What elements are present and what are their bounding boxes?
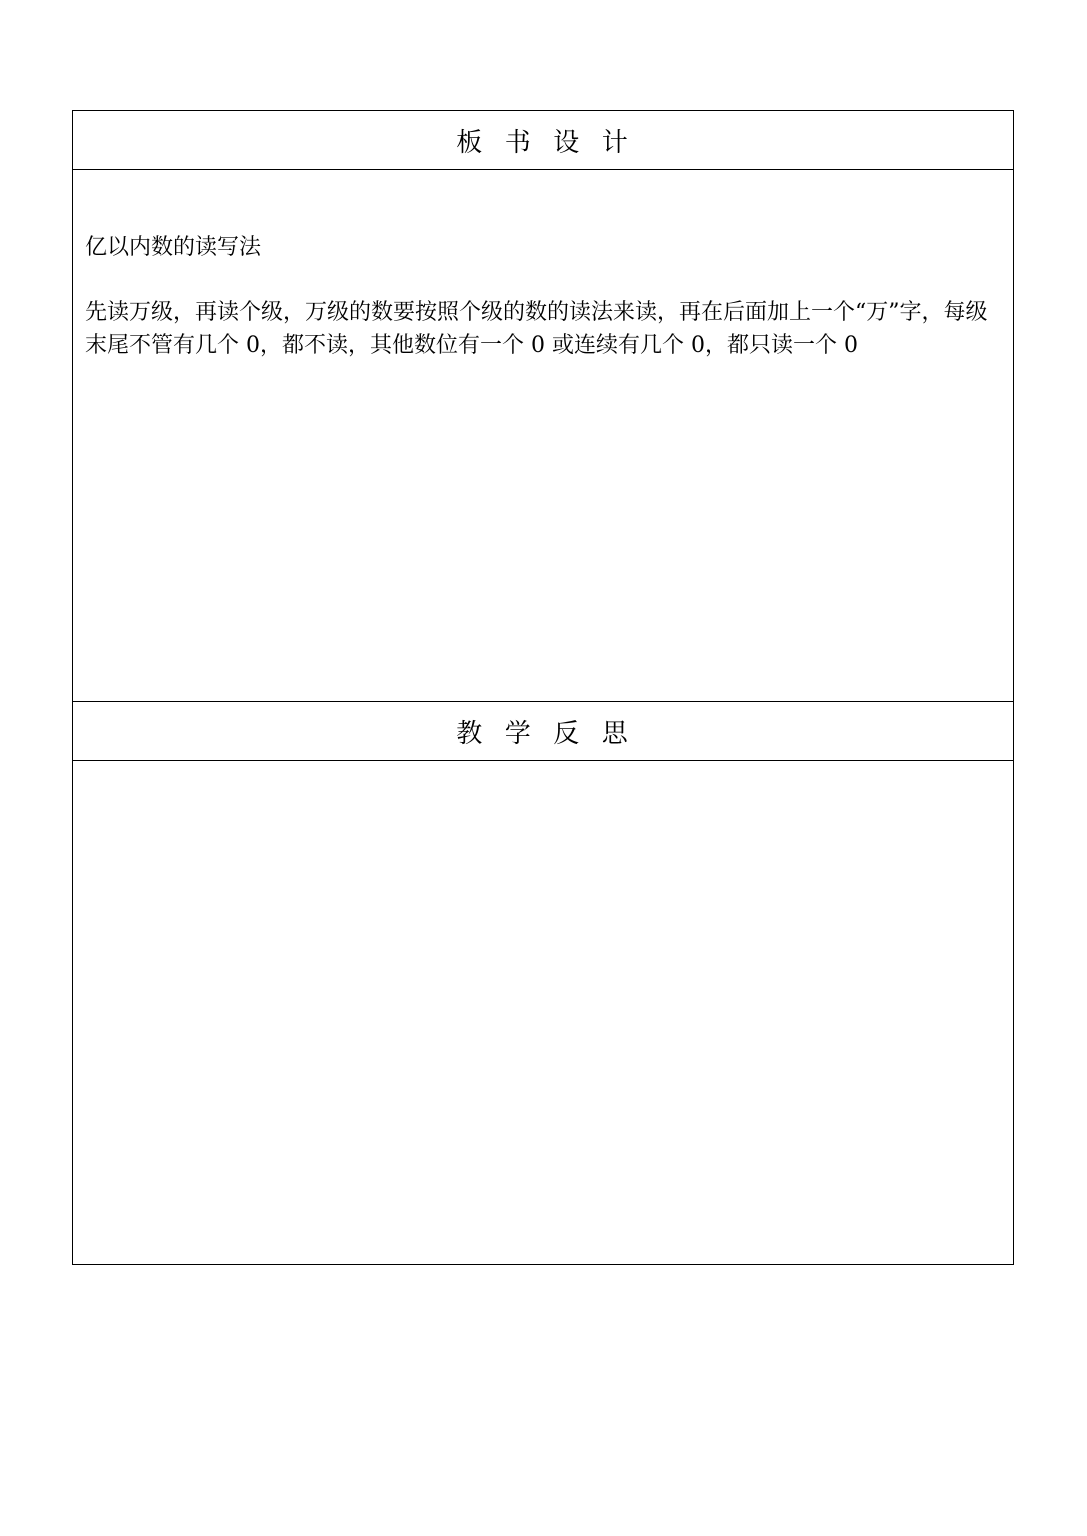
teaching-reflection-header — [73, 702, 1013, 761]
divider — [73, 760, 1013, 761]
board-design-subtitle: 亿以内数的读写法 — [85, 235, 262, 260]
board-design-header — [73, 111, 1013, 170]
divider — [73, 169, 1013, 170]
board-design-body: 先读万级，再读个级，万级的数要按照个级的数的读法来读，再在后面加上一个“万”字，每级末尾不管有几个 0，都不读，其他数位有一个 0 或连续有几个 0，都只读一个 0 — [85, 300, 988, 358]
teaching-reflection-title: 教 学 反 思 — [456, 719, 630, 749]
lesson-plan-table — [72, 110, 1014, 1265]
board-design-title: 板 书 设 计 — [456, 128, 630, 158]
board-design-content — [85, 231, 1007, 362]
